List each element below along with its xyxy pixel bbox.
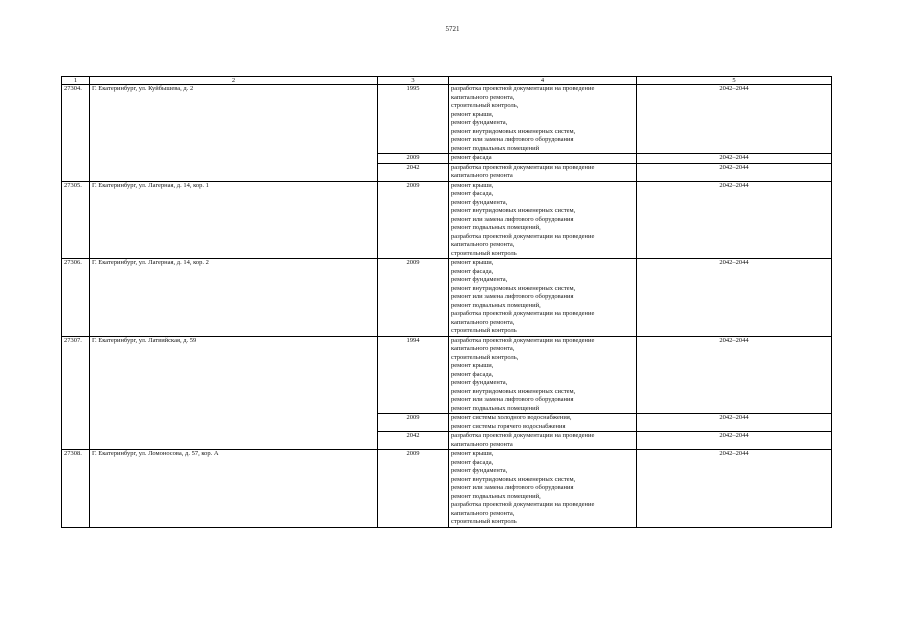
work-item: ремонт системы холодного водоснабжения, bbox=[451, 414, 572, 421]
column-header-4: 4 bbox=[449, 77, 637, 85]
table-row bbox=[62, 85, 832, 154]
year-cell: 2009 bbox=[378, 414, 449, 432]
work-item: разработка проектной документации на проведение bbox=[451, 501, 595, 508]
column-header-1: 1 bbox=[62, 77, 90, 85]
year-cell: 2042 bbox=[378, 163, 449, 181]
work-item: ремонт внутридомовых инженерных систем, bbox=[451, 284, 576, 292]
building-address: Г. Екатеринбург, ул. Лагерная, д. 14, кор. 2 bbox=[90, 259, 378, 337]
work-item: строительный контроль bbox=[451, 518, 517, 525]
building-address: Г. Екатеринбург, ул. Куйбышева, д. 2 bbox=[90, 85, 378, 182]
work-item: ремонт фундамента, bbox=[451, 276, 508, 283]
year-cell: 1995 bbox=[378, 85, 449, 154]
work-item: ремонт фундамента, bbox=[451, 119, 508, 126]
period-cell: 2042–2044 bbox=[637, 154, 832, 164]
header-row bbox=[62, 77, 832, 85]
work-item: разработка проектной документации на проведение bbox=[451, 232, 595, 240]
year-cell: 2009 bbox=[378, 181, 449, 259]
table-row bbox=[62, 450, 832, 528]
work-item: капитального ремонта, bbox=[451, 93, 515, 101]
work-item: разработка проектной документации на проведение bbox=[451, 310, 595, 317]
column-header-2: 2 bbox=[90, 77, 378, 85]
work-item: ремонт крыши, bbox=[451, 181, 494, 189]
period-cell: 2042–2044 bbox=[637, 163, 832, 181]
table-row bbox=[62, 336, 832, 414]
period-cell: 2042–2044 bbox=[637, 432, 832, 450]
period-cell: 2042–2044 bbox=[637, 181, 832, 259]
year-cell: 2009 bbox=[378, 259, 449, 337]
work-item: ремонт фундамента, bbox=[451, 467, 508, 474]
work-item: ремонт системы горячего водоснабжения bbox=[451, 422, 566, 430]
work-item: строительный контроль, bbox=[451, 353, 519, 361]
work-item: ремонт или замена лифтового оборудования bbox=[451, 293, 574, 300]
work-item: ремонт или замена лифтового оборудования bbox=[451, 484, 574, 491]
work-item: строительный контроль bbox=[451, 327, 517, 334]
work-item: ремонт или замена лифтового оборудования bbox=[451, 396, 574, 403]
row-number: 27308. bbox=[62, 450, 90, 528]
building-address: Г. Екатеринбург, ул. Ломоносова, д. 57, кор. А bbox=[90, 450, 378, 528]
year-cell: 2042 bbox=[378, 432, 449, 450]
work-item: ремонт фасада, bbox=[451, 458, 494, 466]
work-item: капитального ремонта, bbox=[451, 241, 515, 248]
work-item: капитального ремонта, bbox=[451, 509, 515, 517]
work-item: разработка проектной документации на проведение bbox=[451, 432, 595, 439]
work-item: ремонт или замена лифтового оборудования bbox=[451, 215, 574, 223]
work-item: капитального ремонта bbox=[451, 440, 513, 448]
work-item: ремонт внутридомовых инженерных систем, bbox=[451, 127, 576, 135]
period-cell: 2042–2044 bbox=[637, 85, 832, 154]
work-item: капитального ремонта, bbox=[451, 345, 515, 352]
work-item: ремонт подвальных помещений bbox=[451, 404, 540, 412]
work-item: разработка проектной документации на проведение bbox=[451, 163, 595, 171]
works-cell bbox=[449, 259, 637, 337]
table-row bbox=[62, 181, 832, 259]
year-cell: 1994 bbox=[378, 336, 449, 414]
column-header-5: 5 bbox=[637, 77, 832, 85]
work-item: разработка проектной документации на проведение bbox=[451, 85, 595, 92]
work-item: ремонт крыши, bbox=[451, 259, 494, 266]
works-cell bbox=[449, 450, 637, 528]
building-address: Г. Екатеринбург, ул. Латвийская, д. 59 bbox=[90, 336, 378, 450]
work-item: строительный контроль bbox=[451, 249, 517, 257]
work-item: ремонт фундамента, bbox=[451, 379, 508, 386]
work-item: ремонт фасада bbox=[451, 154, 492, 161]
repair-schedule-table bbox=[61, 76, 832, 528]
work-item: капитального ремонта bbox=[451, 172, 513, 179]
page-number: 5721 bbox=[445, 25, 460, 33]
work-item: ремонт внутридомовых инженерных систем, bbox=[451, 475, 576, 483]
work-item: ремонт фасада, bbox=[451, 267, 494, 275]
period-cell: 2042–2044 bbox=[637, 450, 832, 528]
year-cell: 2009 bbox=[378, 450, 449, 528]
work-item: строительный контроль, bbox=[451, 102, 519, 109]
period-cell: 2042–2044 bbox=[637, 259, 832, 337]
row-number: 27304. bbox=[62, 85, 90, 182]
period-cell: 2042–2044 bbox=[637, 414, 832, 432]
work-item: ремонт подвальных помещений, bbox=[451, 224, 541, 231]
work-item: ремонт внутридомовых инженерных систем, bbox=[451, 207, 576, 214]
work-item: ремонт фасада, bbox=[451, 370, 494, 378]
work-item: ремонт крыши, bbox=[451, 450, 494, 457]
work-item: ремонт фасада, bbox=[451, 190, 494, 197]
works-cell bbox=[449, 85, 637, 154]
work-item: ремонт подвальных помещений, bbox=[451, 301, 541, 309]
works-cell bbox=[449, 181, 637, 259]
row-number: 27307. bbox=[62, 336, 90, 450]
column-header-3: 3 bbox=[378, 77, 449, 85]
works-cell bbox=[449, 336, 637, 414]
work-item: ремонт внутридомовых инженерных систем, bbox=[451, 387, 576, 395]
work-item: ремонт или замена лифтового оборудования bbox=[451, 136, 574, 143]
works-cell bbox=[449, 414, 637, 432]
period-cell: 2042–2044 bbox=[637, 336, 832, 414]
works-cell bbox=[449, 163, 637, 181]
row-number: 27305. bbox=[62, 181, 90, 259]
work-item: ремонт крыши, bbox=[451, 110, 494, 118]
work-item: разработка проектной документации на проведение bbox=[451, 336, 595, 344]
table-row bbox=[62, 259, 832, 337]
works-cell bbox=[449, 154, 637, 164]
row-number: 27306. bbox=[62, 259, 90, 337]
work-item: ремонт подвальных помещений bbox=[451, 144, 540, 152]
table-body bbox=[62, 77, 832, 528]
works-cell bbox=[449, 432, 637, 450]
work-item: ремонт фундамента, bbox=[451, 198, 508, 206]
building-address: Г. Екатеринбург, ул. Лагерная, д. 14, кор. 1 bbox=[90, 181, 378, 259]
work-item: ремонт подвальных помещений, bbox=[451, 492, 541, 500]
work-item: капитального ремонта, bbox=[451, 318, 515, 326]
year-cell: 2009 bbox=[378, 154, 449, 164]
work-item: ремонт крыши, bbox=[451, 362, 494, 369]
